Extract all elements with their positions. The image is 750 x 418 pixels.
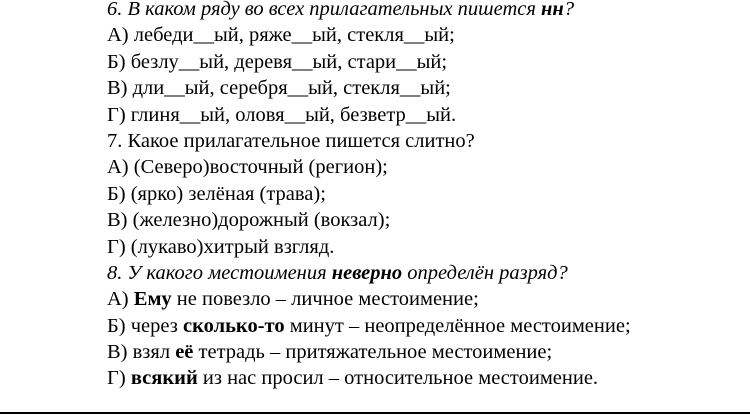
question-6-title-end: ? (563, 0, 575, 20)
question-8-option-b (107, 313, 747, 339)
question-8-option-d (107, 365, 747, 391)
question-6-title-text: 6. В каком ряду во всех прилагательных пишется (107, 0, 542, 20)
option-rest: тетрадь – притяжательное местоимение; (193, 341, 553, 364)
option-rest: не повезло – личное местоимение; (171, 288, 479, 311)
question-6-option-d: Г) глиня__ый, оловя__ый, безветр__ый. (107, 103, 457, 126)
question-6-option-b: Б) безлу__ый, деревя__ый, стари__ый; (107, 50, 448, 73)
option-prefix: Г) (107, 367, 131, 390)
question-6-option-a: А) лебеди__ый, ряже__ый, стекля__ый; (107, 24, 455, 47)
option-prefix: Б) через (107, 314, 183, 337)
option-rest: минут – неопределённое местоимение; (284, 314, 631, 337)
document-page (107, 0, 747, 392)
option-prefix: А) (107, 288, 134, 311)
question-8-title-end: определён разряд? (402, 261, 568, 284)
option-keyword: Ему (133, 288, 172, 311)
question-7-option-a: А) (Северо)восточный (регион); (107, 156, 388, 179)
option-rest: из нас просил – относительное местоимение. (197, 367, 599, 390)
question-7-title: 7. Какое прилагательное пишется слитно? (107, 129, 475, 152)
question-6-option-c: В) дли__ый, серебря__ый, стекля__ый; (107, 77, 451, 100)
question-6-title-emphasis: нн (541, 0, 564, 20)
question-8-title-emphasis: неверно (331, 261, 403, 284)
option-keyword: всякий (130, 367, 198, 390)
question-7-option-d: Г) (лукаво)хитрый взгляд. (107, 235, 335, 258)
question-6-title (107, 0, 747, 22)
question-7-option-c: В) (железно)дорожный (вокзал); (107, 209, 391, 232)
bottom-divider (0, 412, 750, 414)
option-keyword: её (175, 341, 194, 364)
question-8-title (107, 260, 747, 286)
option-prefix: В) взял (107, 341, 176, 364)
question-8-option-c (107, 339, 747, 365)
question-8-title-text: 8. У какого местоимения (107, 261, 332, 284)
question-7-option-b: Б) (ярко) зелёная (трава); (107, 182, 326, 205)
option-keyword: сколько-то (182, 314, 285, 337)
question-8-option-a (107, 286, 747, 312)
